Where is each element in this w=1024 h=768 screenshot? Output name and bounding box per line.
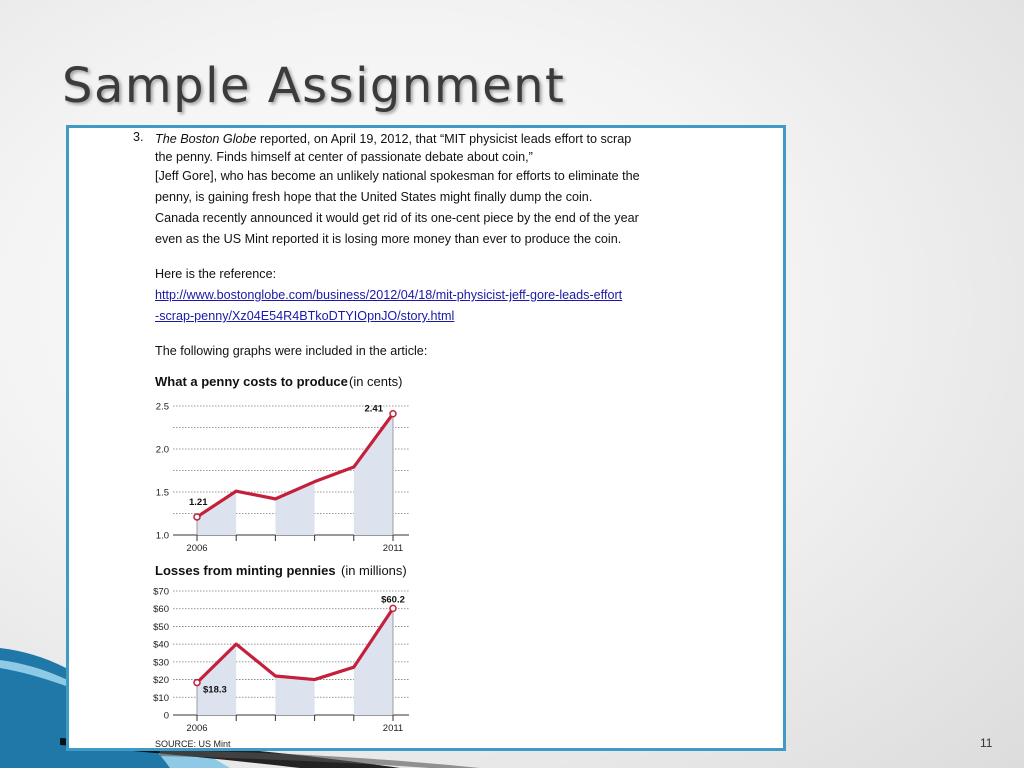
data-label: 1.21: [189, 496, 208, 508]
chart-title-suffix: (in cents): [349, 374, 403, 389]
data-label: $60.2: [381, 594, 405, 606]
y-tick-label: 1.0: [155, 530, 169, 542]
publication-name: The Boston Globe: [155, 132, 257, 146]
x-tick-label: 2006: [186, 723, 208, 734]
paragraph-line: penny, is gaining fresh hope that the United States might finally dump the coin.: [155, 190, 593, 204]
paragraph-line: [Jeff Gore], who has become an unlikely national spokesman for efforts to eliminate the: [155, 169, 640, 183]
y-tick-label: 0: [163, 710, 169, 722]
y-tick-label: $60: [153, 604, 169, 616]
y-tick-label: $10: [153, 692, 169, 704]
data-label: $18.3: [203, 684, 227, 696]
chart-title-suffix: (in millions): [341, 563, 407, 578]
paragraph-line-rest: reported, on April 19, 2012, that “MIT physicist leads effort to scrap: [256, 132, 632, 146]
chart-source: SOURCE: US Mint: [155, 739, 231, 748]
slide-title: Sample Assignment: [62, 58, 566, 114]
area-band: [197, 644, 236, 715]
x-tick-label: 2011: [382, 543, 404, 554]
reference-intro: Here is the reference:: [155, 267, 277, 281]
y-tick-label: $70: [153, 586, 169, 598]
chart-title: What a penny costs to produce: [155, 374, 348, 389]
item-number: 3.: [133, 130, 144, 144]
graphs-intro: The following graphs were included in the article:: [155, 344, 428, 358]
data-label: 2.41: [364, 403, 383, 415]
x-tick-label: 2006: [186, 543, 208, 554]
charts-area: [69, 128, 783, 748]
data-point: [390, 411, 396, 417]
y-tick-label: 1.5: [155, 487, 169, 499]
y-tick-label: 2.0: [155, 444, 169, 456]
y-tick-label: $30: [153, 657, 169, 669]
x-tick-label: 2011: [382, 723, 404, 734]
data-point: [194, 514, 200, 520]
document-frame: [66, 125, 786, 751]
penny-cost-chart: [155, 374, 409, 554]
y-tick-label: $50: [153, 621, 169, 633]
area-band: [354, 608, 393, 715]
y-tick-label: $40: [153, 639, 169, 651]
data-point: [194, 680, 200, 686]
reference-link[interactable]: -scrap-penny/Xz04E54R4BTkoDTYIOpnJO/story.html: [155, 309, 455, 323]
paragraph-line: even as the US Mint reported it is losing more money than ever to produce the coin.: [155, 232, 622, 246]
y-tick-label: $20: [153, 675, 169, 687]
page-number: 11: [980, 736, 993, 750]
paragraph-line: Canada recently announced it would get rid of its one-cent piece by the end of the year: [155, 211, 639, 225]
chart-title: Losses from minting pennies: [155, 563, 336, 578]
penny-losses-chart: [153, 563, 409, 748]
area-band: [354, 414, 393, 535]
area-band: [275, 676, 314, 715]
reference-link[interactable]: http://www.bostonglobe.com/business/2012/04/18/mit-physicist-jeff-gore-leads-effort: [155, 288, 623, 302]
data-point: [390, 605, 396, 611]
paragraph-line: the penny. Finds himself at center of passionate debate about coin,”: [155, 150, 533, 164]
y-tick-label: 2.5: [155, 401, 169, 413]
